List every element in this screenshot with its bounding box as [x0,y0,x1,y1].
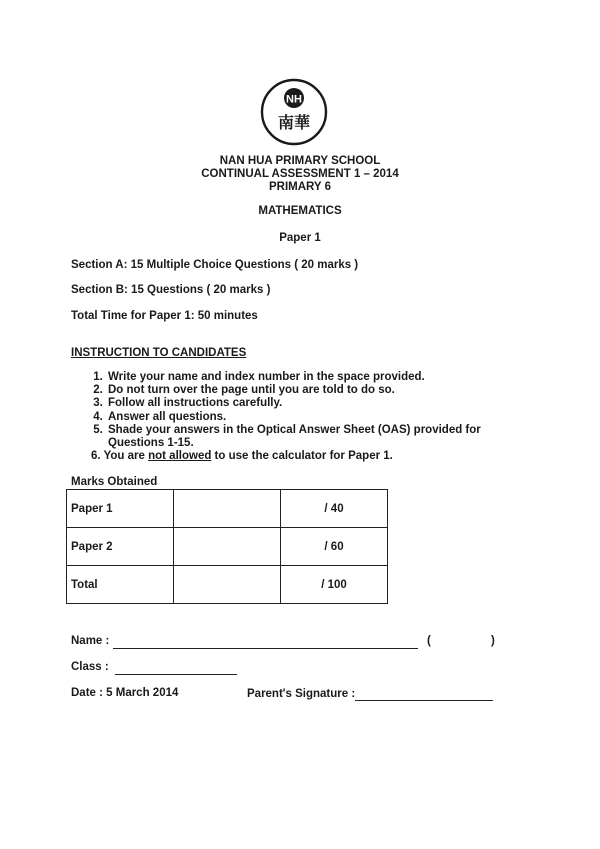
name-line [113,648,418,649]
total-cell: / 60 [281,528,388,566]
score-cell [174,566,281,604]
paper-title: Paper 1 [279,232,321,244]
instructions-heading: INSTRUCTION TO CANDIDATES [71,347,247,359]
section-a: Section A: 15 Multiple Choice Questions ( 20 marks ) [71,259,359,271]
class-line [115,674,237,675]
table-row [67,490,388,528]
logo-monogram: NH [286,93,302,106]
signature-label: Parent's Signature : [247,688,356,700]
date-text: Date : 5 March 2014 [71,687,179,699]
instruction-item: 2. Do not turn over the page until you are told to do so. [106,384,526,397]
signature-line [355,700,493,701]
section-b: Section B: 15 Questions ( 20 marks ) [71,284,271,296]
instruction-item: 3. Follow all instructions carefully. [106,397,526,410]
table-row [67,566,388,604]
instruction-item: 4. Answer all questions. [106,411,526,424]
instructions-list [76,371,526,450]
marks-table [66,489,388,604]
header-block [0,155,600,194]
score-cell [174,490,281,528]
class-label: Class : [71,661,109,673]
assessment-title: CONTINUAL ASSESSMENT 1 – 2014 [201,168,399,180]
instruction-item: 1. Write your name and index number in the space provided. [106,371,526,384]
index-paren-close: ) [491,635,495,647]
instruction-6-prefix: 6. You are [91,450,149,462]
instruction-6-emphasis: not allowed [148,450,212,462]
row-label: Total [67,566,174,604]
school-logo [260,78,328,146]
level: PRIMARY 6 [269,181,331,193]
row-label: Paper 1 [67,490,174,528]
score-cell [174,528,281,566]
row-label: Paper 2 [67,528,174,566]
total-time: Total Time for Paper 1: 50 minutes [71,310,258,322]
marks-title: Marks Obtained [71,476,158,488]
index-paren-open: ( [427,635,431,647]
table-row [67,528,388,566]
name-label: Name : [71,635,110,647]
instruction-6-suffix: to use the calculator for Paper 1. [211,450,393,462]
school-name: NAN HUA PRIMARY SCHOOL [219,155,381,167]
instruction-item: 5. Shade your answers in the Optical Answer Sheet (OAS) provided for Questions 1-15. [106,424,526,450]
total-cell: / 40 [281,490,388,528]
instruction-item-6 [91,450,393,462]
total-cell: / 100 [281,566,388,604]
logo-chinese: 南華 [277,113,311,132]
subject-title: MATHEMATICS [258,205,342,217]
